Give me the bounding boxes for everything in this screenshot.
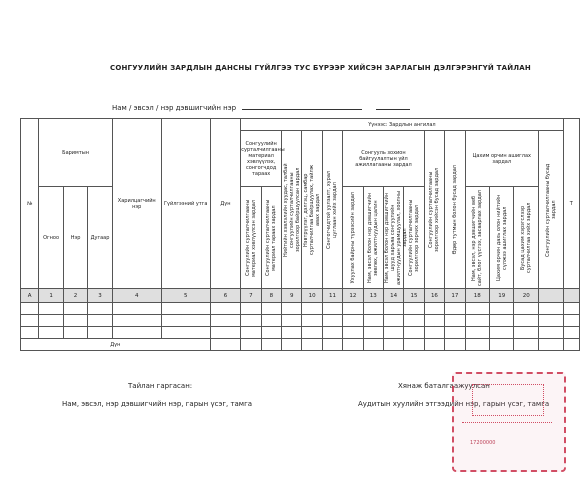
col-header-18 bbox=[465, 187, 489, 289]
expense-table bbox=[20, 118, 580, 351]
col-header-10 bbox=[302, 131, 322, 289]
stamp-number: 17200000 bbox=[470, 440, 496, 446]
table-cell[interactable] bbox=[424, 339, 444, 351]
table-cell[interactable] bbox=[363, 339, 383, 351]
table-cell[interactable] bbox=[21, 303, 39, 315]
index-cell: 17 bbox=[445, 289, 465, 303]
col-header-22: Т bbox=[563, 119, 579, 289]
name-blank[interactable] bbox=[242, 102, 362, 110]
index-cell: 19 bbox=[490, 289, 514, 303]
index-cell: 6 bbox=[210, 289, 241, 303]
index-cell: 7 bbox=[241, 289, 261, 303]
table-cell[interactable] bbox=[563, 339, 579, 351]
table-cell[interactable] bbox=[404, 339, 424, 351]
index-cell: 15 bbox=[404, 289, 424, 303]
col-header-11 bbox=[322, 131, 342, 289]
col-header-19 bbox=[490, 187, 514, 289]
table-cell[interactable] bbox=[261, 327, 281, 339]
index-cell bbox=[538, 289, 563, 303]
table-cell[interactable] bbox=[241, 327, 261, 339]
col-header-12-text: Ухуулах байрны түрээсийн зардал bbox=[349, 191, 356, 284]
table-cell[interactable] bbox=[445, 315, 465, 327]
table-cell[interactable] bbox=[363, 315, 383, 327]
table-cell[interactable] bbox=[514, 315, 538, 327]
col-header-14 bbox=[383, 187, 408, 289]
group-header-office: Сонгууль зохион байгуулалтын үйл ажиллагааны зардал bbox=[343, 131, 425, 187]
table-cell[interactable] bbox=[261, 315, 281, 327]
expense-table-wrapper bbox=[20, 118, 573, 358]
table-cell[interactable] bbox=[282, 339, 302, 351]
table-cell[interactable] bbox=[322, 327, 342, 339]
table-cell[interactable] bbox=[39, 315, 63, 327]
col-header-12 bbox=[343, 187, 363, 289]
table-cell[interactable] bbox=[404, 303, 424, 315]
table-cell[interactable] bbox=[21, 327, 39, 339]
table-cell[interactable] bbox=[490, 339, 514, 351]
name-blank-short[interactable] bbox=[376, 102, 410, 110]
col-header-15-text: Сонгуулийн сурталчилгааны зорилгоор зорчих зардал bbox=[408, 199, 421, 276]
col-header-no: № bbox=[21, 119, 39, 289]
signature-right-caption: Аудитын хуулийн этгээдийн нэр, гарын үсэг, тамга bbox=[358, 400, 550, 408]
signature-left-title: Тайлан гаргасан: bbox=[128, 382, 193, 390]
name-line bbox=[112, 102, 410, 112]
table-row bbox=[21, 315, 580, 327]
table-cell[interactable] bbox=[424, 303, 444, 315]
col-header-11-text: Сонгогчидтой уулзалт, хурал цуглаан хийх зардал bbox=[326, 170, 339, 249]
table-cell[interactable] bbox=[88, 315, 113, 327]
table-cell[interactable] bbox=[514, 327, 538, 339]
table-row bbox=[21, 303, 580, 315]
table-cell[interactable] bbox=[490, 327, 514, 339]
table-cell[interactable] bbox=[343, 327, 363, 339]
col-header-13-text: Нам, эвсэл болон нэр дэвшигчийн зөвлөх, ажилтнуудын цалин bbox=[367, 192, 380, 283]
col-header-10-text: Нэвтрүүлэг, дэлгэц, самбар сурталчилгаа байршуулах, тайлж авах зардал bbox=[303, 164, 322, 255]
table-cell[interactable] bbox=[241, 303, 261, 315]
total-row bbox=[21, 339, 580, 351]
col-header-14-text: Нам, эвсэл болон нэр дэвшигчийн шууд харъяа сонгуулийн ажилтнуудын урамшуулал, хоолны зардал bbox=[383, 190, 408, 285]
name-label: Нам / эвсэл / нэр дэвшигчийн нэр bbox=[112, 104, 237, 112]
index-cell bbox=[563, 289, 579, 303]
col-header-evidence: Баримтын bbox=[39, 119, 112, 187]
table-cell[interactable] bbox=[210, 339, 241, 351]
index-cell: 2 bbox=[63, 289, 87, 303]
table-cell[interactable] bbox=[445, 327, 465, 339]
index-cell: 16 bbox=[424, 289, 444, 303]
col-header-17 bbox=[445, 131, 465, 289]
table-cell[interactable] bbox=[302, 303, 322, 315]
table-cell[interactable] bbox=[343, 339, 363, 351]
table-cell[interactable] bbox=[514, 339, 538, 351]
table-cell[interactable] bbox=[261, 303, 281, 315]
table-cell[interactable] bbox=[210, 303, 241, 315]
group-header-campaign: Сонгуулийн сурталчилгааны материал хэвлүүлэх, сонгогчдод тараах bbox=[241, 131, 282, 187]
table-cell[interactable] bbox=[322, 303, 342, 315]
signature-left-caption: Нам, эвсэл, нэр дэвшигчийн нэр, гарын үсэг, тамга bbox=[62, 400, 253, 408]
report-title: СОНГУУЛИЙН ЗАРДЛЫН ДАНСНЫ ГҮЙЛГЭЭ ТУС БҮРЭЭР ХИЙСЭН ЗАРЛАГЫН ДЭЛГЭРЭНГҮЙ ТАЙЛАН bbox=[110, 64, 531, 72]
table-cell[interactable] bbox=[322, 315, 342, 327]
table-cell[interactable] bbox=[538, 327, 563, 339]
table-cell[interactable] bbox=[383, 339, 403, 351]
table-cell[interactable] bbox=[404, 327, 424, 339]
total-label: Дүн bbox=[21, 339, 211, 351]
index-cell: 1 bbox=[39, 289, 63, 303]
table-cell[interactable] bbox=[563, 303, 579, 315]
index-cell: 14 bbox=[383, 289, 403, 303]
table-cell[interactable] bbox=[112, 303, 161, 315]
index-cell: 3 bbox=[88, 289, 113, 303]
table-cell[interactable] bbox=[383, 327, 403, 339]
table-cell[interactable] bbox=[210, 315, 241, 327]
table-cell[interactable] bbox=[210, 327, 241, 339]
col-header-13 bbox=[363, 187, 383, 289]
table-cell[interactable] bbox=[465, 303, 489, 315]
index-cell: 4 bbox=[112, 289, 161, 303]
index-cell: 5 bbox=[161, 289, 210, 303]
table-cell[interactable] bbox=[514, 303, 538, 315]
table-cell[interactable] bbox=[88, 327, 113, 339]
index-cell: А bbox=[21, 289, 39, 303]
signature-right-title: Хянаж баталгаажуулсан bbox=[398, 382, 490, 390]
col-header-9 bbox=[282, 131, 302, 289]
index-cell: 20 bbox=[514, 289, 538, 303]
table-cell[interactable] bbox=[465, 339, 489, 351]
official-stamp bbox=[452, 372, 566, 472]
table-cell[interactable] bbox=[343, 315, 363, 327]
index-cell: 12 bbox=[343, 289, 363, 303]
index-row bbox=[21, 289, 580, 303]
col-header-20-text: Бусад цахим хэрэгслээр сурталчилгаа хийх зардал bbox=[520, 202, 533, 273]
table-cell[interactable] bbox=[363, 303, 383, 315]
table-cell[interactable] bbox=[465, 327, 489, 339]
table-cell[interactable] bbox=[282, 303, 302, 315]
index-cell: 18 bbox=[465, 289, 489, 303]
table-cell[interactable] bbox=[282, 327, 302, 339]
table-cell[interactable] bbox=[490, 315, 514, 327]
table-cell[interactable] bbox=[161, 327, 210, 339]
group-header-main: Үүнээс: Зардлын ангилал bbox=[241, 119, 563, 131]
table-cell[interactable] bbox=[161, 303, 210, 315]
table-cell[interactable] bbox=[322, 339, 342, 351]
col-header-16-text: Сонгуулийн сурталчилгааны зорилгоор хийсэн бусад зардал bbox=[428, 167, 441, 252]
col-header-17-text: Өдөр тутмын болон бусад зардал bbox=[451, 164, 458, 255]
table-cell[interactable] bbox=[21, 315, 39, 327]
table-cell[interactable] bbox=[538, 339, 563, 351]
col-header-recipient: Харилцагчийн нэр bbox=[112, 119, 161, 289]
col-header-9-text: Нийтийн хэвлэлийн хуудас, талбай сонгуулийн сурталчилгааны зорилгоор байршуулсан зардал bbox=[282, 162, 301, 257]
table-cell[interactable] bbox=[538, 315, 563, 327]
table-cell[interactable] bbox=[282, 315, 302, 327]
table-cell[interactable] bbox=[302, 327, 322, 339]
index-cell: 11 bbox=[322, 289, 342, 303]
col-header-7-text: Сонгуулийн сурталчилгааны материал хэвлүүлсэн зардал bbox=[244, 198, 257, 277]
col-header-16 bbox=[424, 131, 444, 289]
col-header-name: Нэр bbox=[63, 187, 87, 289]
index-cell: 10 bbox=[302, 289, 322, 303]
table-cell[interactable] bbox=[563, 315, 579, 327]
table-cell[interactable] bbox=[241, 339, 261, 351]
table-cell[interactable] bbox=[465, 315, 489, 327]
table-cell[interactable] bbox=[112, 315, 161, 327]
col-header-7 bbox=[241, 187, 261, 289]
col-header-21-text: Сонгуулийн сурталчилгааны бусад зардал bbox=[544, 162, 557, 257]
table-cell[interactable] bbox=[112, 327, 161, 339]
col-header-20 bbox=[514, 187, 538, 289]
col-header-18-text: Нам, эвсэл, нэр дэвшигчийн веб сайт, блог үүсгэх, засварлах зардал bbox=[471, 189, 484, 286]
col-header-purpose: Гүйлгээний утга bbox=[161, 119, 210, 289]
table-cell[interactable] bbox=[63, 303, 87, 315]
table-cell[interactable] bbox=[445, 339, 465, 351]
table-cell[interactable] bbox=[490, 303, 514, 315]
col-header-8-text: Сонгуулийн сурталчилгааны материал тараах зардал bbox=[265, 199, 278, 276]
table-cell[interactable] bbox=[161, 315, 210, 327]
col-header-sum: Дүн bbox=[210, 119, 241, 289]
stamp-inner-box bbox=[472, 384, 544, 416]
table-cell[interactable] bbox=[445, 303, 465, 315]
table-cell[interactable] bbox=[261, 339, 281, 351]
col-header-21 bbox=[538, 131, 563, 289]
index-cell: 8 bbox=[261, 289, 281, 303]
table-cell[interactable] bbox=[63, 327, 87, 339]
table-cell[interactable] bbox=[63, 315, 87, 327]
table-cell[interactable] bbox=[424, 315, 444, 327]
table-cell[interactable] bbox=[363, 327, 383, 339]
col-header-19-text: Цахим орчин дахь олон нийтийн сүлжээ ашиглах зардал bbox=[495, 194, 508, 281]
table-cell[interactable] bbox=[241, 315, 261, 327]
index-cell: 13 bbox=[363, 289, 383, 303]
table-cell[interactable] bbox=[404, 315, 424, 327]
table-cell[interactable] bbox=[538, 303, 563, 315]
table-cell[interactable] bbox=[383, 303, 403, 315]
table-cell[interactable] bbox=[88, 303, 113, 315]
table-cell[interactable] bbox=[302, 315, 322, 327]
table-cell[interactable] bbox=[39, 327, 63, 339]
table-cell[interactable] bbox=[424, 327, 444, 339]
col-header-date: Огноо bbox=[39, 187, 63, 289]
group-header-online: Цахим орчин ашиглах зардал bbox=[465, 131, 538, 187]
table-row bbox=[21, 327, 580, 339]
table-cell[interactable] bbox=[302, 339, 322, 351]
table-cell[interactable] bbox=[343, 303, 363, 315]
table-cell[interactable] bbox=[383, 315, 403, 327]
col-header-number: Дугаар bbox=[88, 187, 113, 289]
table-cell[interactable] bbox=[39, 303, 63, 315]
table-cell[interactable] bbox=[563, 327, 579, 339]
col-header-8 bbox=[261, 187, 281, 289]
index-cell: 9 bbox=[282, 289, 302, 303]
